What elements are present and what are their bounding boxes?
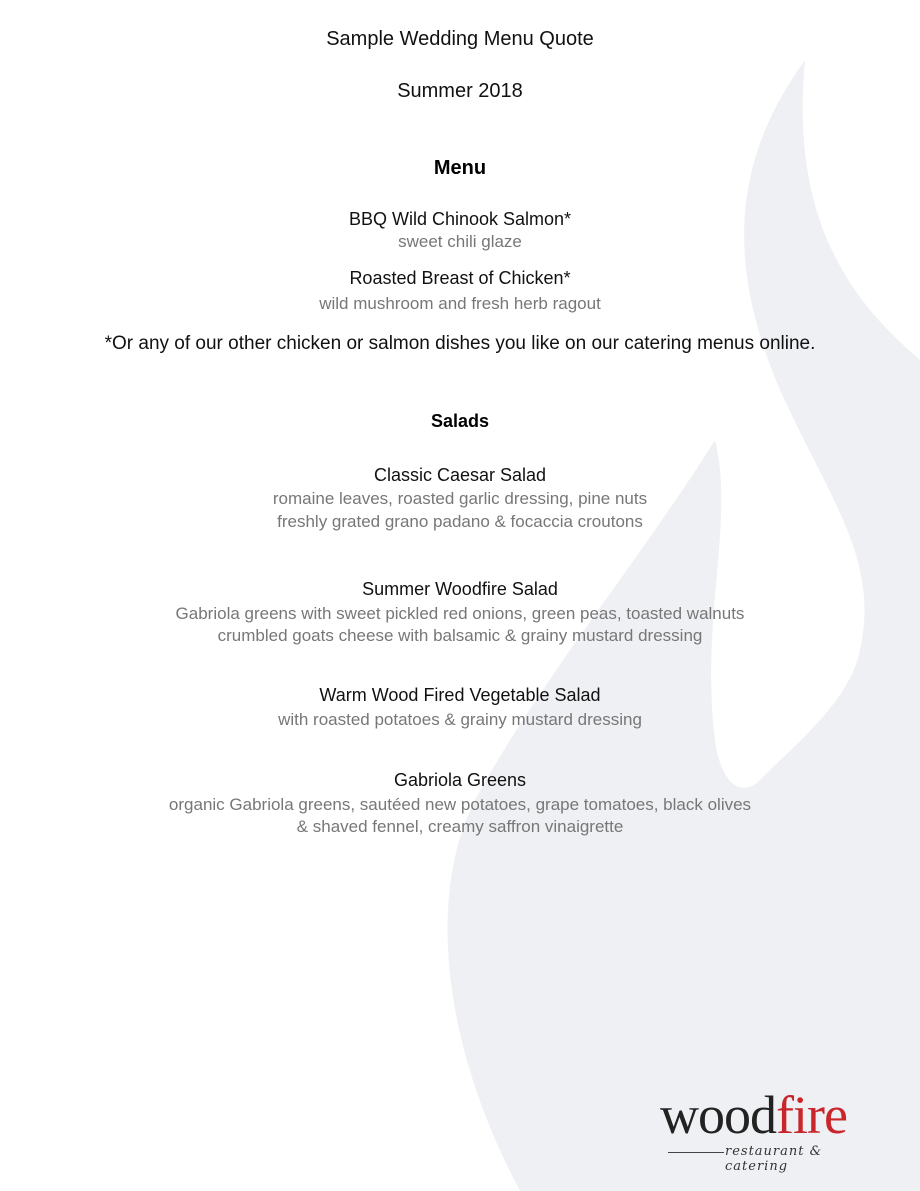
salad-name: Gabriola Greens [393, 770, 527, 790]
logo-fire-text: fire [776, 1085, 847, 1145]
menu-heading: Menu [433, 157, 487, 179]
logo-underline [668, 1152, 724, 1153]
document-title: Sample Wedding Menu Quote [326, 28, 594, 50]
woodfire-logo [660, 1085, 890, 1174]
salad-description-line: Gabriola greens with sweet pickled red onions, green peas, toasted walnuts [175, 604, 745, 623]
logo-wordmark [660, 1085, 890, 1145]
salad-description-line: crumbled goats cheese with balsamic & grainy mustard dressing [217, 626, 703, 645]
salad-description-line: & shaved fennel, creamy saffron vinaigrette [296, 817, 624, 836]
menu-item-name: Roasted Breast of Chicken* [349, 268, 571, 288]
salad-name: Classic Caesar Salad [373, 465, 547, 485]
logo-tagline: restaurant & catering [725, 1144, 823, 1174]
menu-item-name: BBQ Wild Chinook Salmon* [348, 209, 572, 229]
salads-heading: Salads [430, 411, 490, 431]
menu-item-description: wild mushroom and fresh herb ragout [319, 294, 601, 313]
salad-description-line: freshly grated grano padano & focaccia croutons [277, 512, 643, 531]
logo-wood-text: wood [660, 1085, 776, 1145]
salad-name: Warm Wood Fired Vegetable Salad [319, 685, 601, 705]
salad-description-line: with roasted potatoes & grainy mustard dressing [278, 710, 642, 729]
salad-description-line: organic Gabriola greens, sautéed new potatoes, grape tomatoes, black olives [168, 795, 752, 814]
season-label: Summer 2018 [397, 80, 523, 102]
menu-item-description: sweet chili glaze [398, 232, 522, 251]
salad-name: Summer Woodfire Salad [362, 579, 558, 599]
menu-footnote: *Or any of our other chicken or salmon dishes you like on our catering menus online. [104, 333, 816, 354]
salad-description-line: romaine leaves, roasted garlic dressing, pine nuts [272, 489, 648, 508]
